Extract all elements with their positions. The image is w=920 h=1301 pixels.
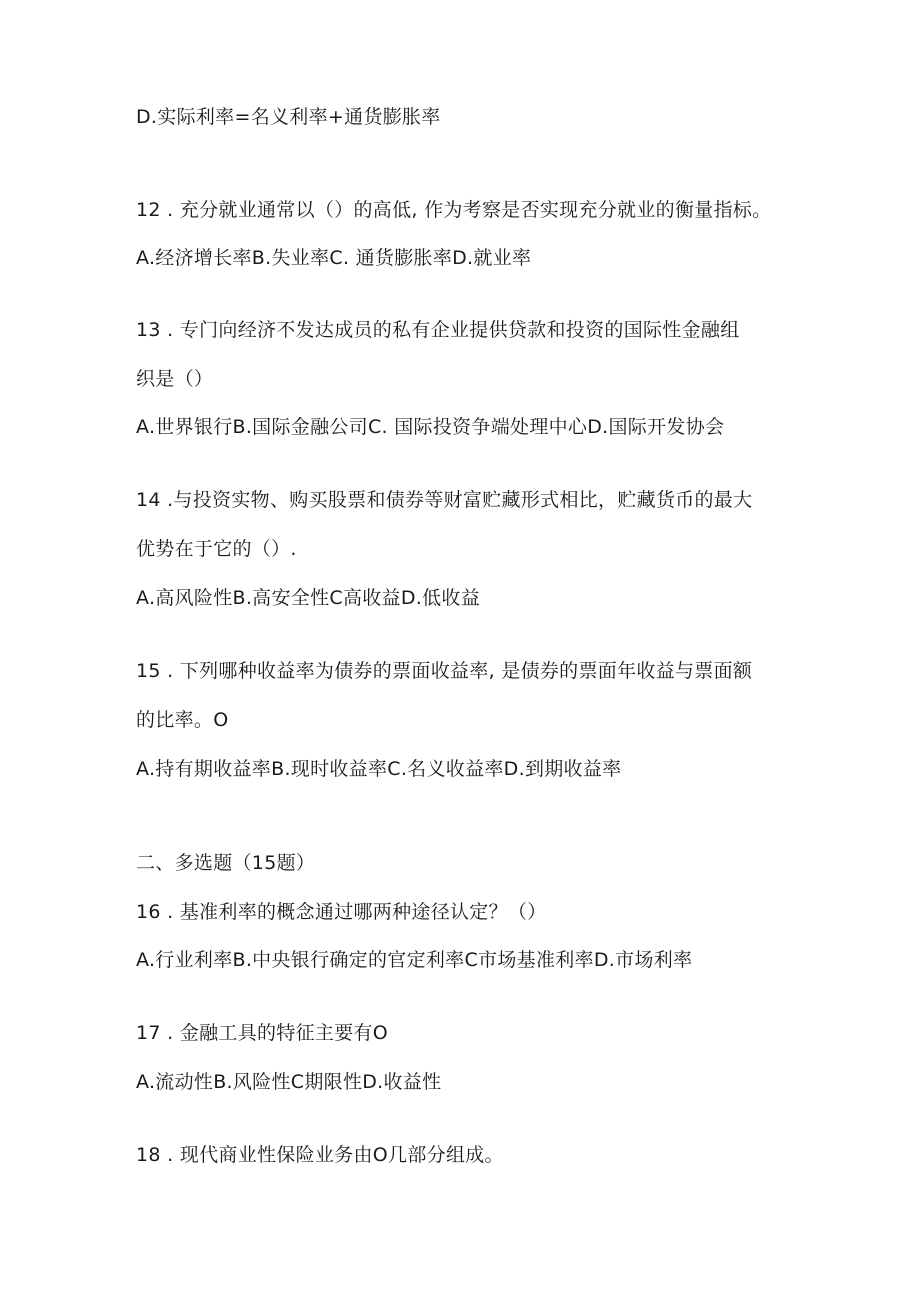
question-15-line-2: 的比率。O (136, 709, 229, 731)
question-17: 17 . 金融工具的特征主要有O (136, 1022, 389, 1044)
option-line-q13: A.世界银行B.国际金融公司C. 国际投资争端处理中心D.国际开发协会 (136, 416, 725, 438)
question-18: 18 . 现代商业性保险业务由O几部分组成。 (136, 1144, 504, 1166)
question-13-line-2: 织是（） (136, 368, 214, 390)
option-line-q12: A.经济增长率B.失业率C. 通货膨胀率D.就业率 (136, 247, 532, 269)
option-line-q14: A.高风险性B.高安全性C高收益D.低收益 (136, 587, 481, 609)
question-15-line-1: 15 . 下列哪种收益率为债券的票面收益率, 是债券的票面年收益与票面额 (136, 660, 753, 682)
question-14-line-1: 14 .与投资实物、购买股票和债券等财富贮藏形式相比，贮藏货币的最大 (136, 489, 753, 511)
option-line-q15: A.持有期收益率B.现时收益率C.名义收益率D.到期收益率 (136, 758, 622, 780)
section-heading-multiple-choice: 二、多选题（15题） (136, 852, 316, 874)
question-14-line-2: 优势在于它的（）. (136, 538, 297, 560)
question-13-line-1: 13 . 专门向经济不发达成员的私有企业提供贷款和投资的国际性金融组 (136, 319, 740, 341)
question-16: 16 . 基准利率的概念通过哪两种途径认定？（） (136, 901, 547, 923)
option-line-q11: D.实际利率=名义利率+通货膨胀率 (136, 106, 441, 128)
option-line-q16: A.行业利率B.中央银行确定的官定利率C市场基准利率D.市场利率 (136, 949, 693, 971)
question-12: 12 . 充分就业通常以（）的高低, 作为考察是否实现充分就业的衡量指标。 (136, 199, 772, 221)
option-line-q17: A.流动性B.风险性C期限性D.收益性 (136, 1071, 442, 1093)
